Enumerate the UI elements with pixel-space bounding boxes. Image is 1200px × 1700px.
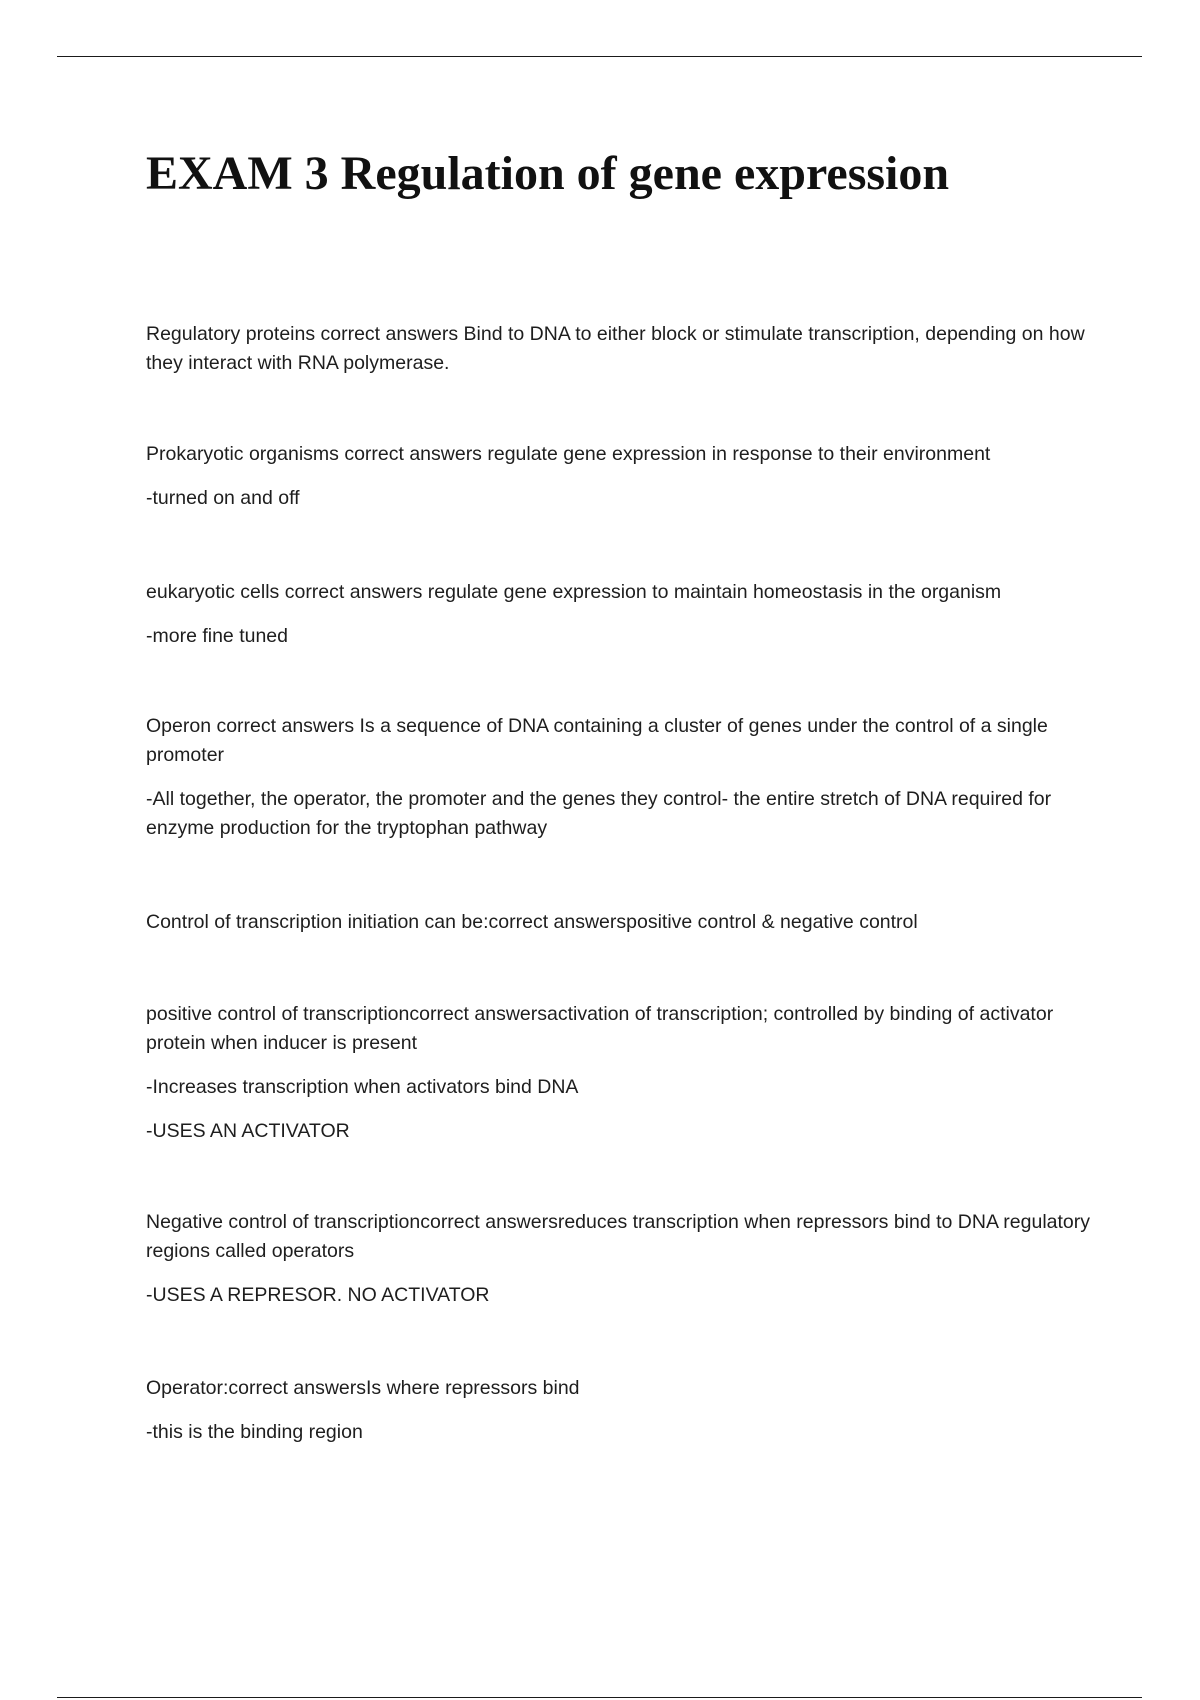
entry-operator — [146, 1374, 1106, 1447]
entry-line: positive control of transcriptioncorrect answersactivation of transcription; controlled by binding of activator protein when inducer is present — [146, 1003, 1054, 1054]
entry-line: -All together, the operator, the promoter and the genes they control- the entire stretch of DNA required for enzyme production for the tryptophan pathway — [146, 788, 1052, 839]
entry-positive-control — [146, 1000, 1106, 1146]
entry-prokaryotic-organisms — [146, 440, 1106, 513]
entry-regulatory-proteins — [146, 320, 1106, 378]
entry-line: Negative control of transcriptioncorrect answersreduces transcription when repressors bind to DNA regulatory regions called operators — [146, 1211, 1091, 1262]
entry-transcription-initiation-control — [146, 908, 1106, 937]
entry-line: Regulatory proteins correct answers Bind to DNA to either block or stimulate transcription, depending on how they interact with RNA polymerase. — [146, 323, 1085, 374]
entry-line: -Increases transcription when activators bind DNA — [146, 1076, 579, 1098]
entry-line: Prokaryotic organisms correct answers regulate gene expression in response to their environment — [146, 443, 991, 465]
top-rule — [57, 56, 1142, 57]
entry-line: -USES A REPRESOR. NO ACTIVATOR — [146, 1284, 490, 1306]
entry-line: -turned on and off — [146, 487, 300, 509]
bottom-rule — [57, 1697, 1142, 1698]
entry-operon — [146, 712, 1106, 843]
entry-line: -USES AN ACTIVATOR — [146, 1120, 350, 1142]
entry-line: Control of transcription initiation can be:correct answerspositive control & negative control — [146, 911, 918, 933]
entry-negative-control — [146, 1208, 1106, 1310]
entry-line: -more fine tuned — [146, 625, 288, 647]
entry-line: Operator:correct answersIs where repressors bind — [146, 1377, 580, 1399]
document-title: EXAM 3 Regulation of gene expression — [146, 147, 950, 200]
entry-line: Operon correct answers Is a sequence of DNA containing a cluster of genes under the control of a single promoter — [146, 715, 1048, 766]
entry-line: eukaryotic cells correct answers regulate gene expression to maintain homeostasis in the organism — [146, 581, 1002, 603]
entry-eukaryotic-cells — [146, 578, 1106, 651]
entry-line: -this is the binding region — [146, 1421, 363, 1443]
